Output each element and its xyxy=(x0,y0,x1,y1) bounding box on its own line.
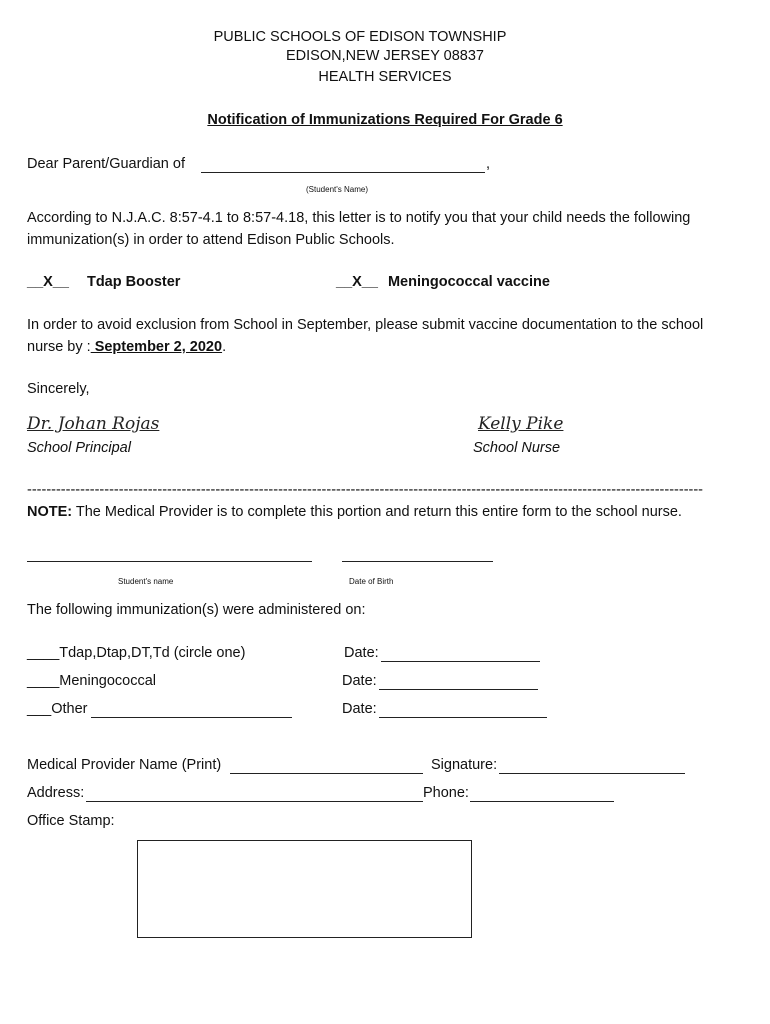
nurse-title: School Nurse xyxy=(473,440,561,456)
phone-label: Phone: xyxy=(423,785,469,801)
immunization-label: Other xyxy=(51,701,88,717)
phone-field[interactable] xyxy=(470,801,614,802)
page-title: Notification of Immunizations Required For Grade 6 xyxy=(207,112,563,128)
exclusion-line-2 xyxy=(27,339,226,355)
check-blank: ____ xyxy=(27,673,60,689)
provider-signature-label: Signature: xyxy=(431,757,498,773)
notice-line-2: immunization(s) in order to attend Edison Public Schools. xyxy=(27,232,395,248)
note-text: The Medical Provider is to complete this portion and return this entire form to the school nurse. xyxy=(72,504,682,520)
check-blank: ___ xyxy=(27,701,52,717)
student-name-field[interactable] xyxy=(27,561,312,562)
address-label: Address: xyxy=(27,785,85,801)
provider-signature-field[interactable] xyxy=(499,773,685,774)
greeting-text: Dear Parent/Guardian of xyxy=(27,156,185,172)
notice-line-1: According to N.J.A.C. 8:57-4.1 to 8:57-4.18, this letter is to notify you that your child needs the following xyxy=(27,210,691,226)
provider-name-label: Medical Provider Name (Print) xyxy=(27,757,222,773)
required-item-meningococcal xyxy=(336,274,550,290)
student-name-caption: (Student's Name) xyxy=(306,185,368,194)
immunization-row-other xyxy=(27,701,87,717)
exclusion-prefix: nurse by : xyxy=(27,339,91,355)
principal-signature: Dr. Johan Rojas xyxy=(27,414,160,434)
date-label: Date: xyxy=(342,701,377,717)
address-field[interactable] xyxy=(86,801,423,802)
deadline-date: September 2, 2020 xyxy=(90,339,223,355)
immunization-row-meningococcal xyxy=(27,673,156,689)
immunization-label: Meningococcal xyxy=(59,673,156,689)
department-name: HEALTH SERVICES xyxy=(318,69,452,85)
dob-field-caption: Date of Birth xyxy=(349,577,394,586)
circle-blank: ____ xyxy=(27,645,60,661)
student-name-line xyxy=(201,172,485,173)
tdap-date-field[interactable] xyxy=(381,661,540,662)
office-stamp-box[interactable] xyxy=(137,840,472,938)
date-label: Date: xyxy=(342,673,377,689)
greeting-comma: , xyxy=(486,156,491,172)
provider-name-field[interactable] xyxy=(230,773,423,774)
required-label: Meningococcal vaccine xyxy=(387,274,550,290)
required-mark: __X__ xyxy=(27,274,69,290)
date-label: Date: xyxy=(344,645,379,661)
date-of-birth-field[interactable] xyxy=(342,561,493,562)
immunization-label: Tdap,Dtap,DT,Td (circle one) xyxy=(59,645,246,661)
required-mark: __X__ xyxy=(336,274,378,290)
student-name-field-caption: Student's name xyxy=(118,577,174,586)
other-date-field[interactable] xyxy=(379,717,547,718)
required-label: Tdap Booster xyxy=(86,274,181,290)
district-address: EDISON,NEW JERSEY 08837 xyxy=(286,48,484,64)
administered-text: The following immunization(s) were administered on: xyxy=(27,602,366,618)
note-label: NOTE: xyxy=(27,504,73,520)
office-stamp-label: Office Stamp: xyxy=(27,813,115,829)
closing: Sincerely, xyxy=(27,381,90,397)
principal-title: School Principal xyxy=(27,440,131,456)
district-name: PUBLIC SCHOOLS OF EDISON TOWNSHIP xyxy=(213,29,507,45)
exclusion-line-1: In order to avoid exclusion from School in September, please submit vaccine documentation to the school xyxy=(27,317,704,333)
immunization-row-tdap xyxy=(27,645,245,661)
provider-note xyxy=(27,504,682,520)
meningococcal-date-field[interactable] xyxy=(379,689,538,690)
exclusion-suffix: . xyxy=(222,339,227,355)
cut-line: -------------------------------------------------------------------------------------------------------------------------------------------- xyxy=(27,482,704,498)
other-immunization-field[interactable] xyxy=(91,717,292,718)
nurse-signature: Kelly Pike xyxy=(478,414,564,434)
required-item-tdap xyxy=(27,274,180,290)
